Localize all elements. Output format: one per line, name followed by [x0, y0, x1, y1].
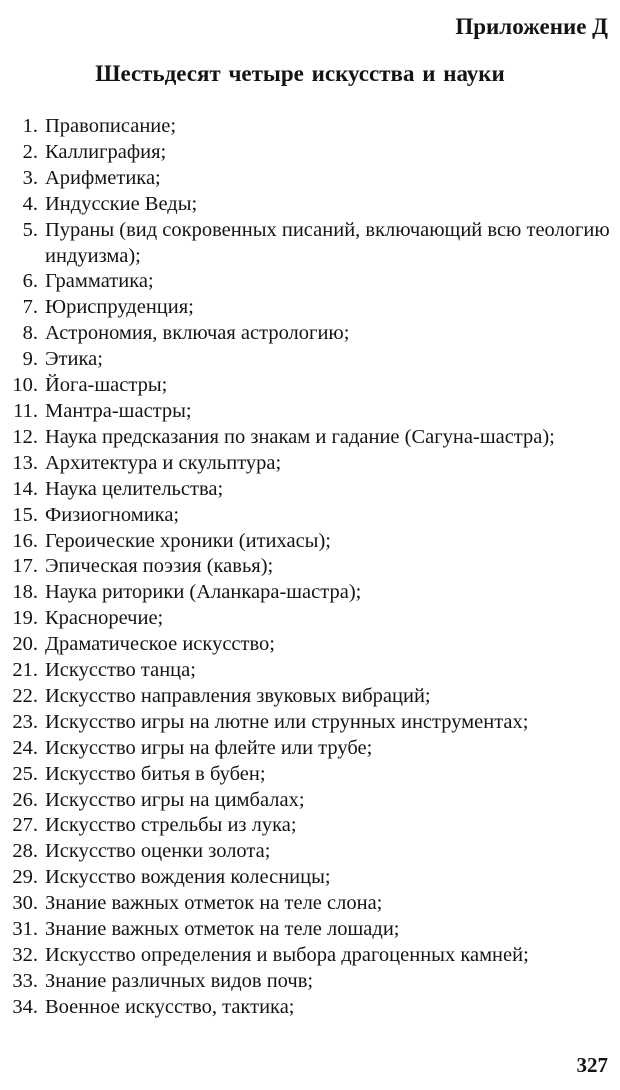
list-item: [0, 995, 616, 1021]
list-item-number: 9.: [22, 348, 38, 371]
list-item-text: Эпическая поэзия (кавья);: [45, 555, 274, 578]
list-item-number: 17.: [12, 555, 38, 578]
list-item-number: 2.: [22, 140, 38, 163]
list-item-number: 7.: [22, 296, 38, 319]
list-item: [0, 839, 616, 865]
list-item-text: Искусство оценки золота;: [45, 840, 271, 863]
list-item-number: 26.: [12, 788, 38, 811]
list-item-text: Военное искусство, тактика;: [45, 995, 295, 1018]
list-item-number: 1.: [22, 115, 38, 137]
list-item-number: 15.: [12, 503, 38, 526]
list-item-text: Красноречие;: [45, 607, 164, 630]
list-item: [0, 192, 616, 218]
list-item: [0, 788, 616, 814]
list-item: [0, 632, 616, 658]
list-item-text: Архитектура и скульптура;: [45, 451, 282, 474]
arts-list: [0, 114, 616, 1021]
list-item-text: Искусство битья в бубен;: [45, 762, 266, 785]
list-item-text: Индусские Веды;: [45, 192, 198, 215]
list-item: [0, 917, 616, 943]
list-item-number: 3.: [22, 166, 38, 189]
list-item-number: 21.: [12, 659, 38, 682]
list-item-number: 22.: [12, 684, 38, 707]
list-item-text: Наука целительства;: [45, 477, 224, 500]
list-item-text: Знание важных отметок на теле слона;: [45, 892, 383, 915]
list-item-number: 4.: [22, 192, 38, 215]
list-item-text: Астрономия, включая астрологию;: [45, 322, 350, 345]
list-item-text: Арифметика;: [45, 166, 161, 189]
list-item-text: Искусство стрельбы из лука;: [45, 814, 297, 837]
list-item: [0, 736, 616, 762]
list-item-text: Искусство вождения колесницы;: [45, 866, 331, 889]
list-item-number: 24.: [12, 736, 38, 759]
list-item-text: Искусство игры на цимбалах;: [45, 788, 305, 811]
list-item-text: Искусство игры на флейте или трубе;: [45, 736, 373, 759]
list-item-text: Знание различных видов почв;: [45, 969, 314, 992]
list-item-number: 12.: [12, 425, 38, 448]
list-item: [0, 218, 616, 270]
list-item: [0, 606, 616, 632]
list-item-text: Искусство направления звуковых вибраций;: [45, 684, 431, 707]
list-item-number: 27.: [12, 814, 38, 837]
list-item: [0, 865, 616, 891]
list-item-text: Искусство игры на лютне или струнных инструментах;: [45, 710, 529, 733]
list-item: [0, 684, 616, 710]
list-item-number: 14.: [12, 477, 38, 500]
page-title: Шестьдесят четыре искусства и науки: [95, 61, 505, 86]
list-item: [0, 969, 616, 995]
list-item-text: Правописание;: [45, 115, 177, 137]
list-item: [0, 943, 616, 969]
list-item-number: 34.: [12, 995, 38, 1018]
list-item: [0, 503, 616, 529]
list-item-number: 30.: [12, 892, 38, 915]
list-item-number: 10.: [12, 374, 38, 397]
list-item-text: Мантра-шастры;: [45, 399, 192, 422]
list-item: [0, 399, 616, 425]
list-item-number: 29.: [12, 866, 38, 889]
list-item-number: 6.: [22, 270, 38, 293]
list-item: [0, 710, 616, 736]
list-item: [0, 425, 616, 451]
list-item-text: Йога-шастры;: [45, 374, 168, 397]
list-item-text: Наука риторики (Аланкара-шастра);: [45, 581, 362, 604]
list-item-text: Знание важных отметок на теле лошади;: [45, 918, 400, 941]
list-item: [0, 295, 616, 321]
list-item-text: Каллиграфия;: [45, 140, 167, 163]
list-item-text: Героические хроники (итихасы);: [45, 529, 331, 552]
list-item-number: 31.: [12, 918, 38, 941]
list-item: [0, 373, 616, 399]
list-item-number: 32.: [12, 944, 38, 966]
list-item-text: Искусство танца;: [45, 659, 196, 682]
list-item-number: 16.: [12, 529, 38, 552]
list-item-text: Наука предсказания по знакам и гадание (Сагуна-шастра);: [45, 425, 555, 448]
list-item-number: 11.: [13, 399, 38, 422]
list-item-text: Грамматика;: [45, 270, 154, 293]
page-number: 327: [576, 1053, 608, 1077]
list-item: [0, 762, 616, 788]
list-item: [0, 269, 616, 295]
list-item: [0, 347, 616, 373]
list-item: [0, 580, 616, 606]
list-item: [0, 140, 616, 166]
list-item-number: 8.: [22, 322, 38, 345]
list-item-number: 25.: [12, 762, 38, 785]
list-item: [0, 658, 616, 684]
list-item-number: 13.: [12, 451, 38, 474]
list-item-number: 33.: [12, 969, 38, 992]
list-item: [0, 891, 616, 917]
list-item: [0, 554, 616, 580]
appendix-label: Приложение Д: [455, 14, 608, 39]
list-item: [0, 477, 616, 503]
list-item-number: 5.: [22, 218, 38, 241]
list-item-text: Драматическое искусство;: [45, 633, 275, 656]
list-item: [0, 166, 616, 192]
list-item-text: Пураны (вид сокровенных писаний, включающий всю теологию индуизма);: [45, 218, 610, 267]
list-item: [0, 529, 616, 555]
list-item-number: 18.: [12, 581, 38, 604]
list-item-number: 20.: [12, 633, 38, 656]
list-item: [0, 451, 616, 477]
list-item-number: 23.: [12, 710, 38, 733]
list-item: [0, 114, 616, 140]
list-item-text: Физиогномика;: [45, 503, 180, 526]
list-item-number: 19.: [12, 607, 38, 630]
list-item: [0, 813, 616, 839]
list-item: [0, 321, 616, 347]
list-item-text: Юриспруденция;: [45, 296, 194, 319]
list-item-text: Искусство определения и выбора драгоценных камней;: [45, 944, 529, 966]
list-item-text: Этика;: [45, 348, 103, 371]
list-item-number: 28.: [12, 840, 38, 863]
